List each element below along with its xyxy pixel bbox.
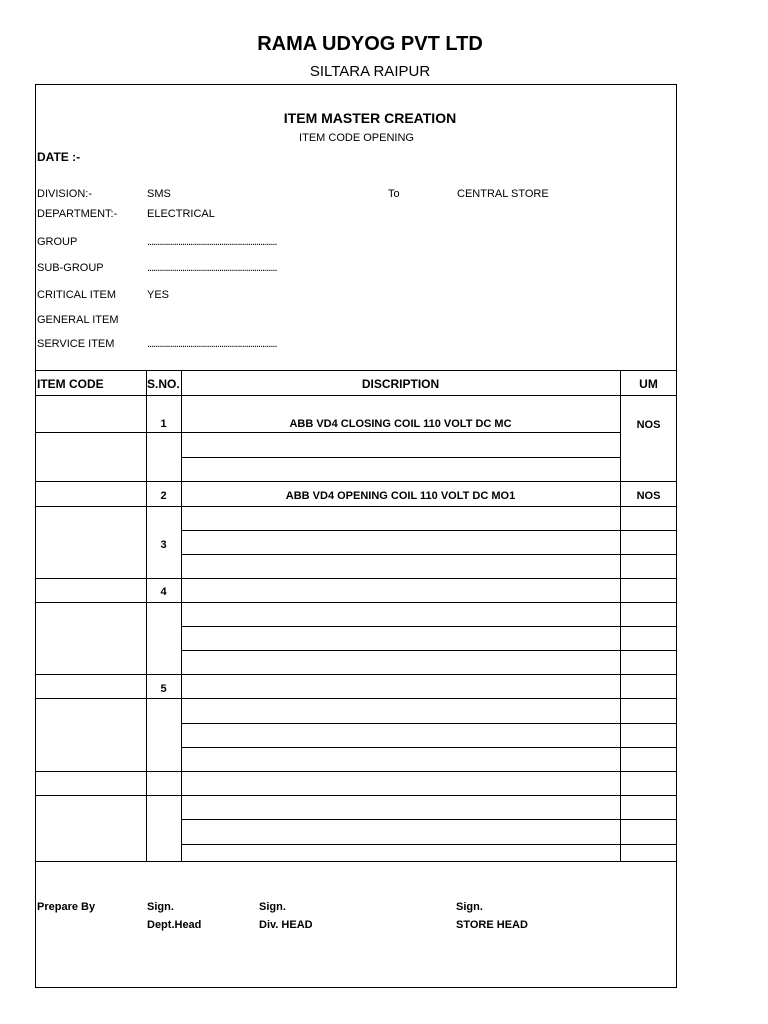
company-location: SILTARA RAIPUR [309, 63, 431, 80]
row-1-sno: 1 [160, 418, 167, 430]
form-title: ITEM MASTER CREATION [283, 110, 457, 126]
prepare-by-label: Prepare By [37, 901, 96, 913]
row-1-description: ABB VD4 CLOSING COIL 110 VOLT DC MC [289, 418, 512, 430]
row-2-description: ABB VD4 OPENING COIL 110 VOLT DC MO1 [285, 490, 516, 502]
header-item-code: ITEM CODE [37, 377, 104, 391]
dept-head-label: Dept.Head [147, 919, 202, 931]
general-item-label: GENERAL ITEM [37, 314, 119, 326]
form-frame [35, 84, 677, 988]
sign-div-head: Sign. [259, 901, 286, 913]
division-label: DIVISION:- [37, 188, 93, 200]
service-item-label: SERVICE ITEM [37, 338, 115, 350]
sign-store-head: Sign. [456, 901, 483, 913]
row-4-sno: 4 [160, 586, 167, 598]
div-head-label: Div. HEAD [259, 919, 313, 931]
form-subtitle: ITEM CODE OPENING [299, 132, 414, 144]
department-value: ELECTRICAL [147, 208, 215, 220]
sign-dept-head: Sign. [147, 901, 174, 913]
row-1-um: NOS [636, 419, 661, 431]
store-head-label: STORE HEAD [456, 919, 528, 931]
row-3-sno: 3 [160, 539, 167, 551]
critical-item-value: YES [147, 289, 170, 301]
subgroup-value: ............................................................... [147, 262, 277, 274]
header-sno: S.NO. [147, 377, 180, 391]
group-label: GROUP [37, 236, 78, 248]
division-value: SMS [147, 188, 171, 200]
department-label: DEPARTMENT:- [37, 208, 118, 220]
row-5-sno: 5 [160, 683, 167, 695]
subgroup-label: SUB-GROUP [37, 262, 104, 274]
service-item-value: ............................................................... [147, 338, 277, 350]
company-name: RAMA UDYOG PVT LTD [257, 33, 483, 55]
to-label: To [388, 188, 400, 200]
date-label: DATE :- [37, 150, 81, 164]
row-2-um: NOS [636, 490, 661, 502]
header-description: DISCRIPTION [361, 377, 440, 391]
row-2-sno: 2 [160, 490, 167, 502]
header-um: UM [639, 377, 658, 391]
critical-item-label: CRITICAL ITEM [37, 289, 117, 301]
group-value: ............................................................... [147, 236, 277, 248]
to-value: CENTRAL STORE [457, 188, 549, 200]
